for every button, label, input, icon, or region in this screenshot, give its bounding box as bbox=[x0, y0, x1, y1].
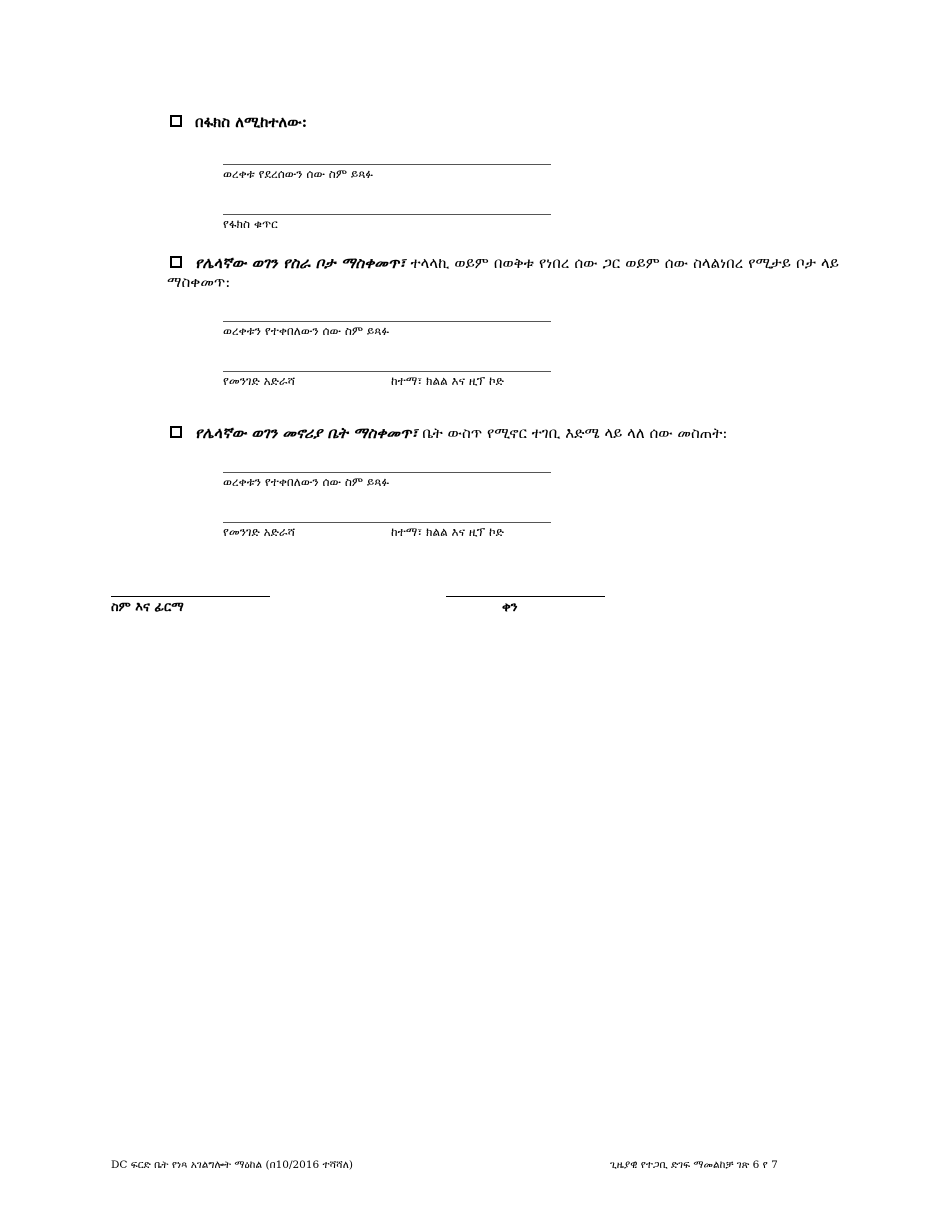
residence-heading-rest: ቤት ውስጥ የሚኖር ተገቢ እድሜ ላይ ላለ ሰው መስጠት: bbox=[417, 424, 728, 442]
workplace-heading bbox=[167, 254, 839, 292]
residence-heading bbox=[195, 424, 727, 443]
date-label: ቀን bbox=[502, 600, 518, 615]
workplace-heading-bold: የሌላኛው ወገን የስራ ቦታ ማስቀመጥ፣ bbox=[195, 254, 406, 272]
workplace-recipient-caption: ወረቀቱን የተቀበለውን ሰው ስም ይጻፉ bbox=[223, 324, 390, 338]
residence-address-line[interactable] bbox=[223, 522, 551, 523]
signature-label: ስም እና ፊርማ bbox=[111, 600, 184, 615]
residence-heading-bold: የሌላኛው ወገን መኖሪያ ቤት ማስቀመጥ፣ bbox=[195, 424, 418, 442]
workplace-recipient-line[interactable] bbox=[223, 321, 551, 322]
footer-left: DC ፍርድ ቤት የነጻ አገልግሎት ማዕከል (በ10/2016 ተሻሻለ) bbox=[111, 1159, 353, 1171]
fax-heading: በፋክስ ለሚከተለው: bbox=[195, 113, 308, 131]
residence-recipient-caption: ወረቀቱን የተቀበለውን ሰው ስም ይጻፉ bbox=[223, 475, 390, 489]
footer-right: ጊዜያዊ የተጋቢ ድገፍ ማመልከቻ ገጽ 6 የ 7 bbox=[610, 1159, 778, 1171]
residence-recipient-line[interactable] bbox=[223, 472, 551, 473]
signature-line[interactable] bbox=[111, 596, 270, 597]
fax-recipient-caption: ወረቀቱ የደረሰውን ሰው ስም ይጻፉ bbox=[223, 167, 374, 181]
fax-number-caption: የፋክስ ቁጥር bbox=[223, 217, 278, 231]
workplace-city-caption: ከተማ፣ ክልል እና ዚፕ ኮድ bbox=[391, 374, 504, 388]
residence-city-caption: ከተማ፣ ክልል እና ዚፕ ኮድ bbox=[391, 525, 504, 539]
workplace-heading-rest: ተላላኪ ወይም በወቅቱ የነበረ ሰው ጋር ወይም ሰው ስላልነበረ የሚታይ ቦታ ላይ ማስቀመጥ: bbox=[167, 254, 839, 291]
fax-checkbox[interactable] bbox=[170, 115, 182, 127]
fax-number-line[interactable] bbox=[223, 214, 551, 215]
fax-recipient-line[interactable] bbox=[223, 164, 551, 165]
workplace-address-line[interactable] bbox=[223, 371, 551, 372]
residence-street-caption: የመንገድ አድራሻ bbox=[223, 525, 296, 539]
residence-checkbox[interactable] bbox=[170, 426, 182, 438]
date-line[interactable] bbox=[446, 596, 605, 597]
workplace-street-caption: የመንገድ አድራሻ bbox=[223, 374, 296, 388]
